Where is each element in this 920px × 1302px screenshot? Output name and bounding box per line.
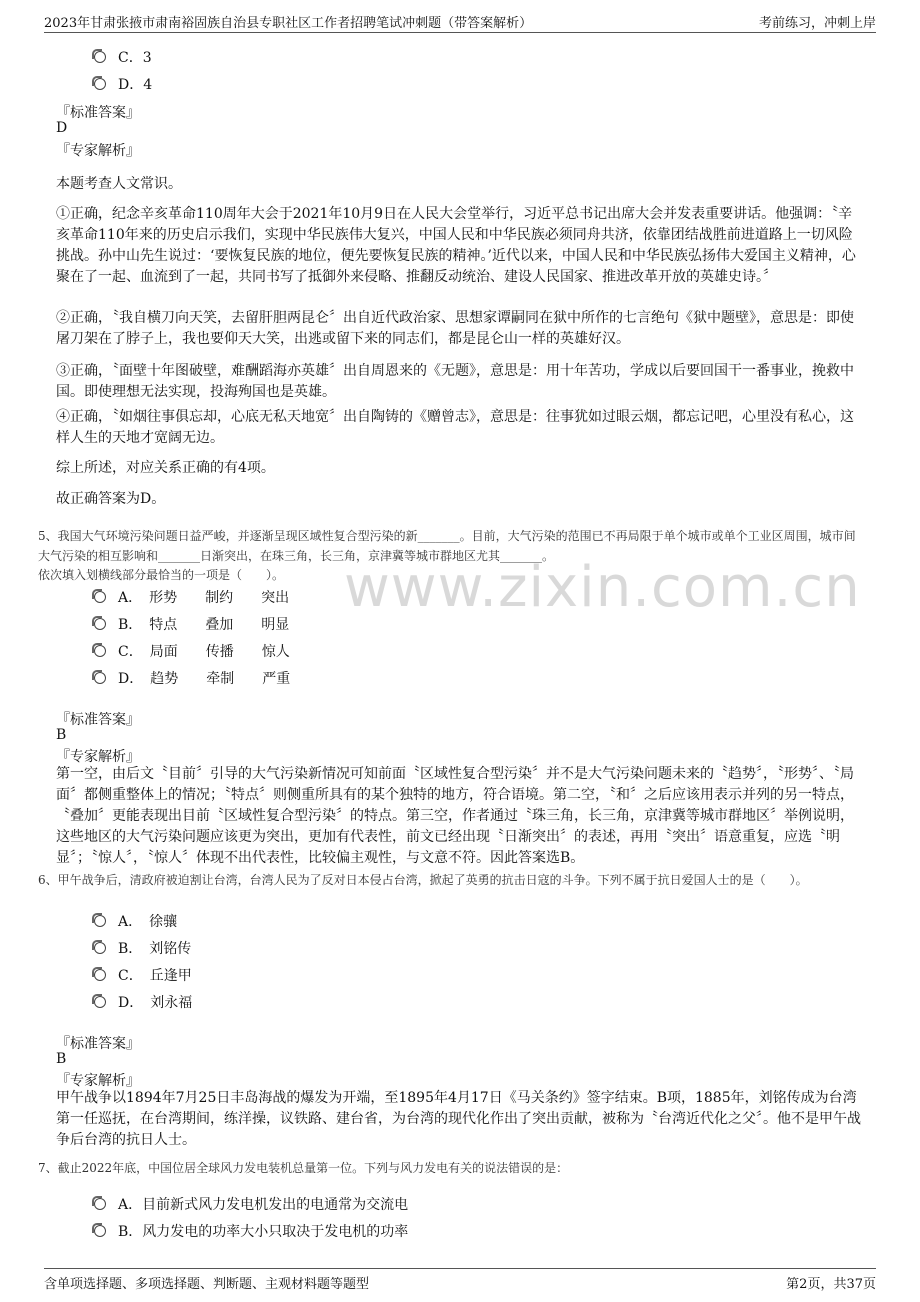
q6-stem: 6、甲午战争后，清政府被迫割让台湾，台湾人民为了反对日本侵占台湾，掀起了英勇的抗击日寇的斗争。下列不属于抗日爱国人士的是（ ）。 [38,873,808,887]
radio-button-icon [94,996,106,1008]
q4-answer-label: 『标准答案』 [56,105,140,121]
q6-answer: B [56,1051,67,1067]
q4-option-d[interactable]: D．4 [94,74,152,94]
q4-analysis-para-4: ③正确，〝面壁十年图破壁，难酬蹈海亦英雄〞出自周恩来的《无题》，意思是：用十年苦功，学成以后要回国干一番事业，挽救中国。即使理想无法实现，投海殉国也是英雄。 [56,363,854,400]
q5-option-c[interactable]: C． 局面 传播 惊人 [94,641,290,661]
radio-button-icon [94,78,106,90]
q5-answer: B [56,727,67,743]
q4-analysis-para-5: ④正确，〝如烟往事俱忘却，心底无私天地宽〞出自陶铸的《赠曾志》，意思是：往事犹如过眼云烟，都忘记吧，心里没有私心，这样人生的天地才宽阔无边。 [56,409,854,446]
q5-option-b[interactable]: B． 特点 叠加 明显 [94,614,289,634]
footer-note: 含单项选择题、多项选择题、判断题、主观材料题等题型 [44,1277,370,1292]
q5-analysis-label: 『专家解析』 [56,749,140,765]
document-title: 2023年甘肃张掖市肃南裕固族自治县专职社区工作者招聘笔试冲刺题（带答案解析） [44,16,533,31]
q4-analysis-para-6: 综上所述，对应关系正确的有4项。 [56,460,275,476]
watermark: www.zixin.com.cn [344,555,861,620]
q7-option-a[interactable]: A．目前新式风力发电机发出的电通常为交流电 [94,1194,408,1214]
radio-button-icon [94,618,106,630]
q7-option-b[interactable]: B．风力发电的功率大小只取决于发电机的功率 [94,1221,408,1241]
q5-analysis: 第一空，由后文〝目前〞引导的大气污染新情况可知前面〝区域性复合型污染〞并不是大气污染问题未来的〝趋势〞，〝形势〞、〝局面〞都侧重整体上的情况；〝特点〞则侧重所具有的某个独特的地方，符合语境。第二空，〝和〞之后应该用表示并列的另一特点，〝叠加〞更能表现出目前〝区域性复合型污染〞的特点。第三空，作者通过〝珠三角，长三角，京津冀等城市群地区〞举例说明，这些地区的大气污染问题应该更为突出，更加有代表性，前文已经出现〝日渐突出〞的表述，再用〝突出〞语意重复，应选〝明显〞；〝惊人〞，〝惊人〞体现不出代表性，比较偏主观性，与文意不符。因此答案选B。 [56,766,854,866]
radio-button-icon [94,591,106,603]
q6-option-a[interactable]: A． 徐骧 [94,911,177,931]
q4-answer: D [56,120,68,136]
page-number: 第2页，共37页 [786,1277,876,1292]
radio-button-icon [94,915,106,927]
q6-option-b[interactable]: B． 刘铭传 [94,938,191,958]
q4-analysis-para-7: 故正确答案为D。 [56,491,166,507]
q5-stem: 5、我国大气环境污染问题日益严峻，并逐渐呈现区域性复合型污染的新_______。目前，大气污染的范围已不再局限于单个城市或单个工业区周围，城市间大气污染的相互影响和_______日渐突出，在珠三角，长三角，京津冀等城市群地区尤其_______。 [38,529,856,563]
q5-option-d[interactable]: D． 趋势 牵制 严重 [94,668,290,688]
q6-option-c[interactable]: C． 丘逢甲 [94,965,192,985]
radio-button-icon [94,1225,106,1237]
page-header [44,12,876,33]
q4-analysis-para-1: 本题考查人文常识。 [56,176,182,192]
q7-stem: 7、截止2022年底，中国位居全球风力发电装机总量第一位。下列与风力发电有关的说法错误的是： [38,1161,569,1175]
q4-analysis-para-3: ②正确，〝我自横刀向天笑，去留肝胆两昆仑〞出自近代政治家、思想家谭嗣同在狱中所作的七言绝句《狱中题壁》，意思是：即使屠刀架在了脖子上，我也要仰天大笑，出逃或留下来的同志们，都是昆仑山一样的英雄好汉。 [56,310,854,347]
page-footer [44,1268,876,1291]
radio-button-icon [94,51,106,63]
radio-button-icon [94,672,106,684]
radio-button-icon [94,969,106,981]
q5-stem-instruction: 依次填入划横线部分最恰当的一项是（ ）。 [38,568,285,582]
q4-option-c[interactable]: C．3 [94,47,152,67]
q4-analysis-label: 『专家解析』 [56,143,140,159]
q6-analysis: 甲午战争以1894年7月25日丰岛海战的爆发为开端，至1895年4月17日《马关条约》签字结束。B项，1885年，刘铭传成为台湾第一任巡抚，在台湾期间，练洋操，议铁路、建台省，为台湾的现代化作出了突出贡献，被称为〝台湾近代化之父〞。他不是甲午战争后台湾的抗日人士。 [56,1090,861,1148]
radio-button-icon [94,942,106,954]
radio-button-icon [94,645,106,657]
q6-analysis-label: 『专家解析』 [56,1073,140,1089]
q6-option-d[interactable]: D． 刘永福 [94,992,192,1012]
q5-answer-label: 『标准答案』 [56,712,140,728]
header-slogan: 考前练习，冲刺上岸 [758,16,876,31]
q6-answer-label: 『标准答案』 [56,1036,140,1052]
q4-analysis-para-2: ①正确，纪念辛亥革命110周年大会于2021年10月9日在人民大会堂举行，习近平总书记出席大会并发表重要讲话。他强调：〝辛亥革命110年来的历史启示我们，实现中华民族伟大复兴，中国人民和中华民族必须同舟共济，依靠团结战胜前进道路上一切风险挑战。孙中山先生说过：‘要恢复民族的地位，便先要恢复民族的精神。’近代以来，中国人民和中华民族弘扬伟大爱国主义精神，心聚在了一起、血流到了一起，共同书写了抵御外来侵略、推翻反动统治、建设人民国家、推进改革开放的英雄史诗。〞 [56,206,856,285]
q5-option-a[interactable]: A． 形势 制约 突出 [94,587,289,607]
radio-button-icon [94,1198,106,1210]
